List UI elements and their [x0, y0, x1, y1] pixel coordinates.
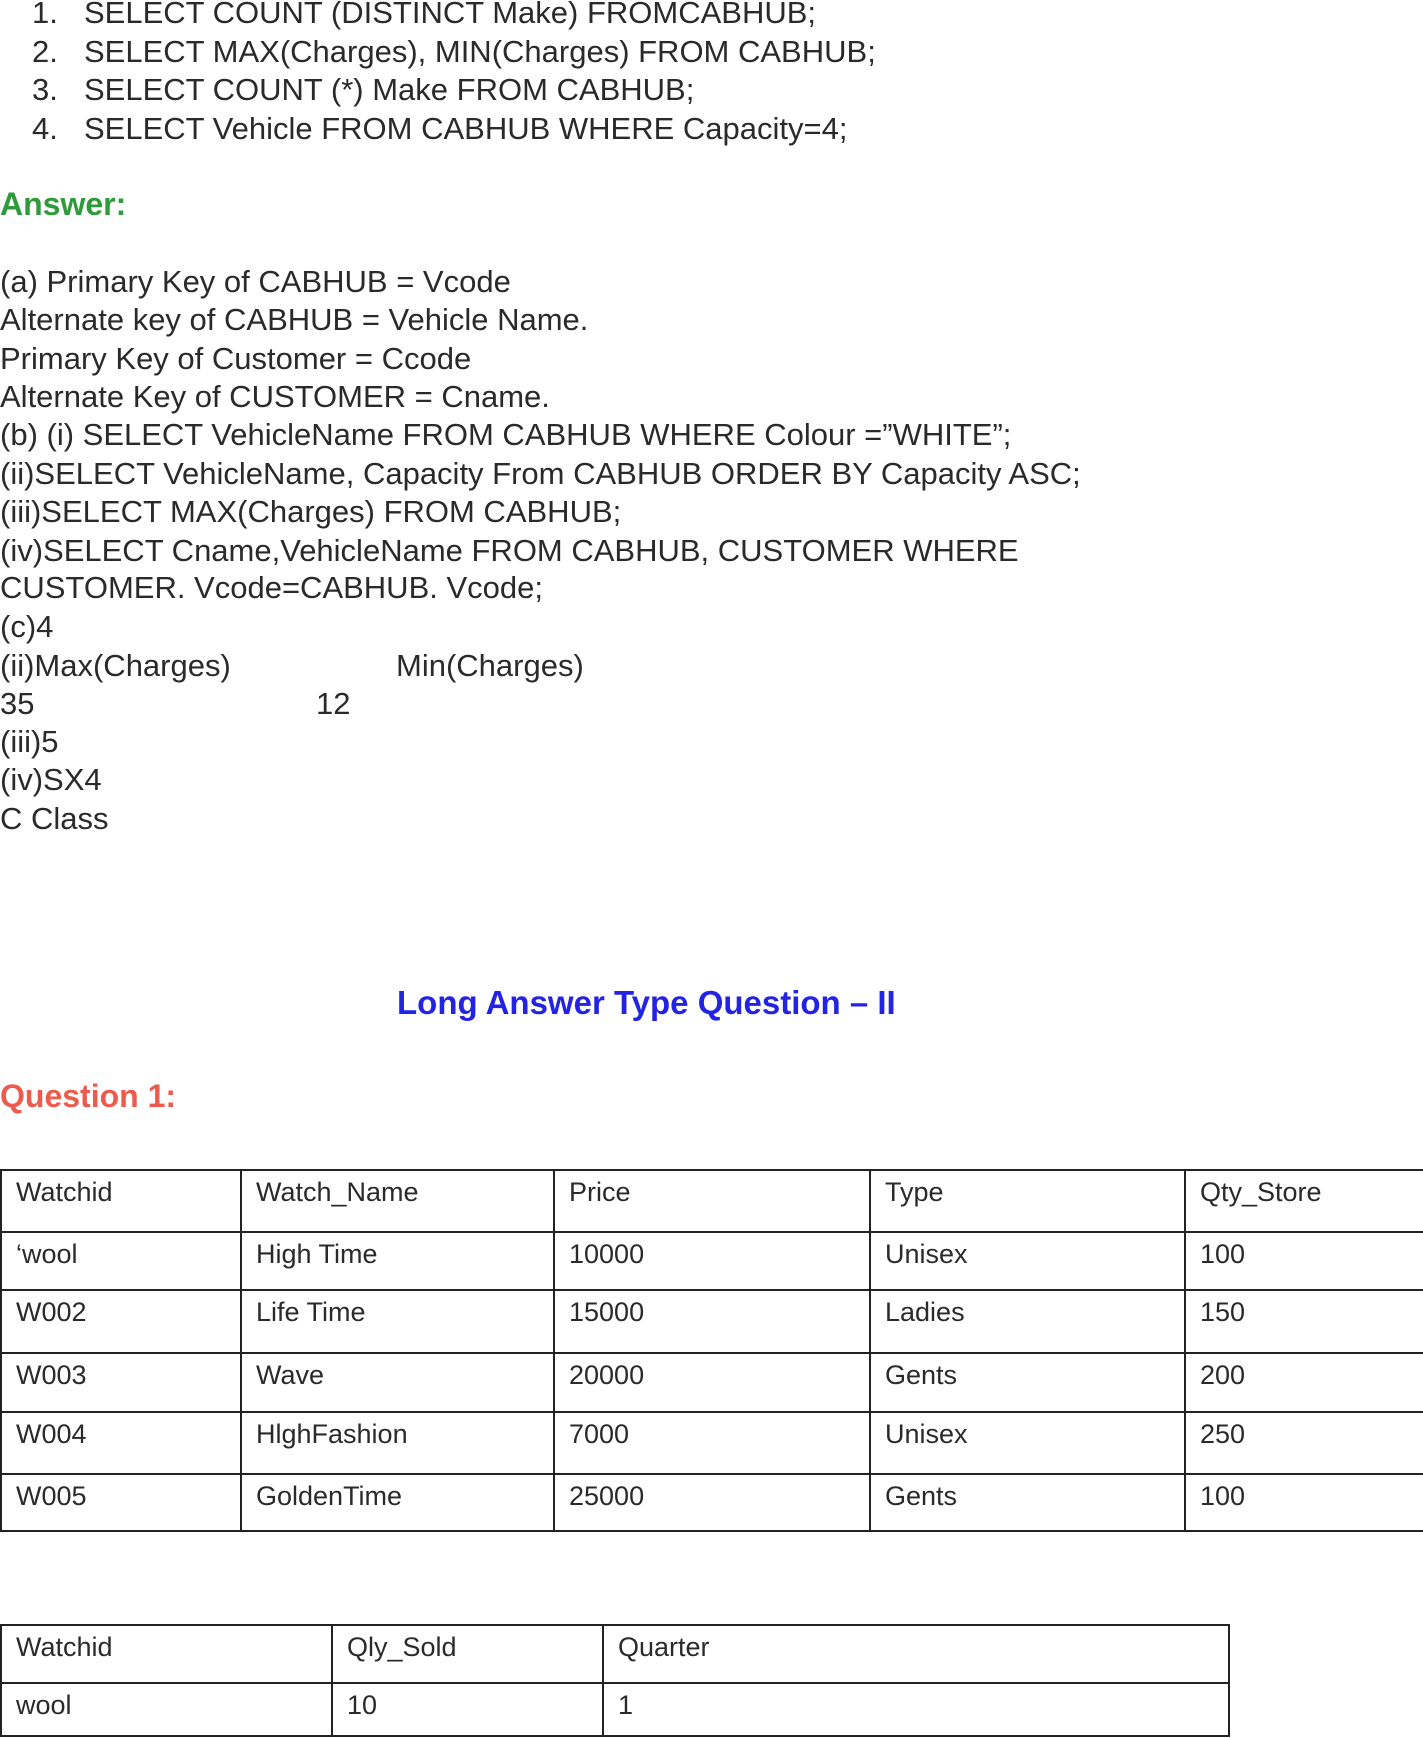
table-row	[1, 1474, 1423, 1531]
header-cell: Qty_Store	[1185, 1170, 1423, 1232]
cell: W002	[1, 1290, 241, 1353]
cell: wool	[1, 1683, 332, 1736]
header-cell: Quarter	[603, 1625, 1229, 1683]
answer-line: (iv)SX4	[0, 762, 102, 797]
header-cell: Watch_Name	[241, 1170, 554, 1232]
answer-line: Alternate Key of CUSTOMER = Cname.	[0, 379, 550, 414]
cell: 10000	[554, 1232, 870, 1290]
c-ii-label2: Min(Charges)	[396, 648, 584, 683]
cell: Unisex	[870, 1232, 1185, 1290]
cell: 10	[332, 1683, 603, 1736]
query-item: 3. SELECT COUNT (*) Make FROM CABHUB;	[32, 72, 695, 107]
header-cell: Price	[554, 1170, 870, 1232]
cell: 200	[1185, 1353, 1423, 1412]
cell: W004	[1, 1412, 241, 1474]
answer-line: Primary Key of Customer = Ccode	[0, 341, 472, 376]
table-row	[1, 1232, 1423, 1290]
cell: Ladies	[870, 1290, 1185, 1353]
cell: HlghFashion	[241, 1412, 554, 1474]
header-cell: Qly_Sold	[332, 1625, 603, 1683]
cell: Gents	[870, 1353, 1185, 1412]
header-cell: Watchid	[1, 1625, 332, 1683]
min-value: 12	[316, 686, 351, 721]
answer-line: (a) Primary Key of CABHUB = Vcode	[0, 264, 511, 299]
cell: W003	[1, 1353, 241, 1412]
query-list	[0, 0, 876, 148]
cell: High Time	[241, 1232, 554, 1290]
cell: 100	[1185, 1232, 1423, 1290]
question-label: Question 1:	[0, 1078, 177, 1114]
cell: 1	[603, 1683, 1229, 1736]
cell: Life Time	[241, 1290, 554, 1353]
answer-line: C Class	[0, 801, 109, 836]
answer-line: Alternate key of CABHUB = Vehicle Name.	[0, 302, 589, 337]
table-row	[1, 1683, 1229, 1736]
answer-line: CUSTOMER. Vcode=CABHUB. Vcode;	[0, 570, 543, 605]
cell: 20000	[554, 1353, 870, 1412]
cell: Wave	[241, 1353, 554, 1412]
answer-line: (ii)SELECT VehicleName, Capacity From CABHUB ORDER BY Capacity ASC;	[0, 456, 1081, 491]
cell: 250	[1185, 1412, 1423, 1474]
cell: GoldenTime	[241, 1474, 554, 1531]
answer-label: Answer:	[0, 186, 127, 222]
cell: 100	[1185, 1474, 1423, 1531]
answer-line: (iv)SELECT Cname,VehicleName FROM CABHUB, CUSTOMER WHERE	[0, 533, 1019, 568]
cell: 15000	[554, 1290, 870, 1353]
table-row	[1, 1290, 1423, 1353]
table-header-row	[1, 1625, 1229, 1683]
sales-table	[0, 1624, 1230, 1737]
watch-table	[0, 1169, 1423, 1532]
answer-line: (iii)SELECT MAX(Charges) FROM CABHUB;	[0, 494, 622, 529]
query-item: 1. SELECT COUNT (DISTINCT Make) FROMCABHUB;	[32, 0, 817, 30]
cell: ‘wool	[1, 1232, 241, 1290]
max-value: 35	[0, 686, 35, 721]
table-row	[1, 1412, 1423, 1474]
c-ii-label: (ii)Max(Charges)	[0, 648, 231, 683]
cell: Gents	[870, 1474, 1185, 1531]
cell: 150	[1185, 1290, 1423, 1353]
cell: 7000	[554, 1412, 870, 1474]
cell: Unisex	[870, 1412, 1185, 1474]
cell: 25000	[554, 1474, 870, 1531]
cell: W005	[1, 1474, 241, 1531]
header-cell: Type	[870, 1170, 1185, 1232]
query-item: 2. SELECT MAX(Charges), MIN(Charges) FROM CABHUB;	[32, 33, 876, 69]
table-header-row	[1, 1170, 1423, 1232]
table-row	[1, 1353, 1423, 1412]
query-item: 4. SELECT Vehicle FROM CABHUB WHERE Capacity=4;	[32, 110, 848, 146]
answer-line: (b) (i) SELECT VehicleName FROM CABHUB WHERE Colour =”WHITE”;	[0, 417, 1012, 452]
section-heading: Long Answer Type Question – II	[397, 984, 896, 1021]
answer-line: (iii)5	[0, 724, 59, 759]
answer-line: (c)4	[0, 609, 54, 644]
header-cell: Watchid	[1, 1170, 241, 1232]
